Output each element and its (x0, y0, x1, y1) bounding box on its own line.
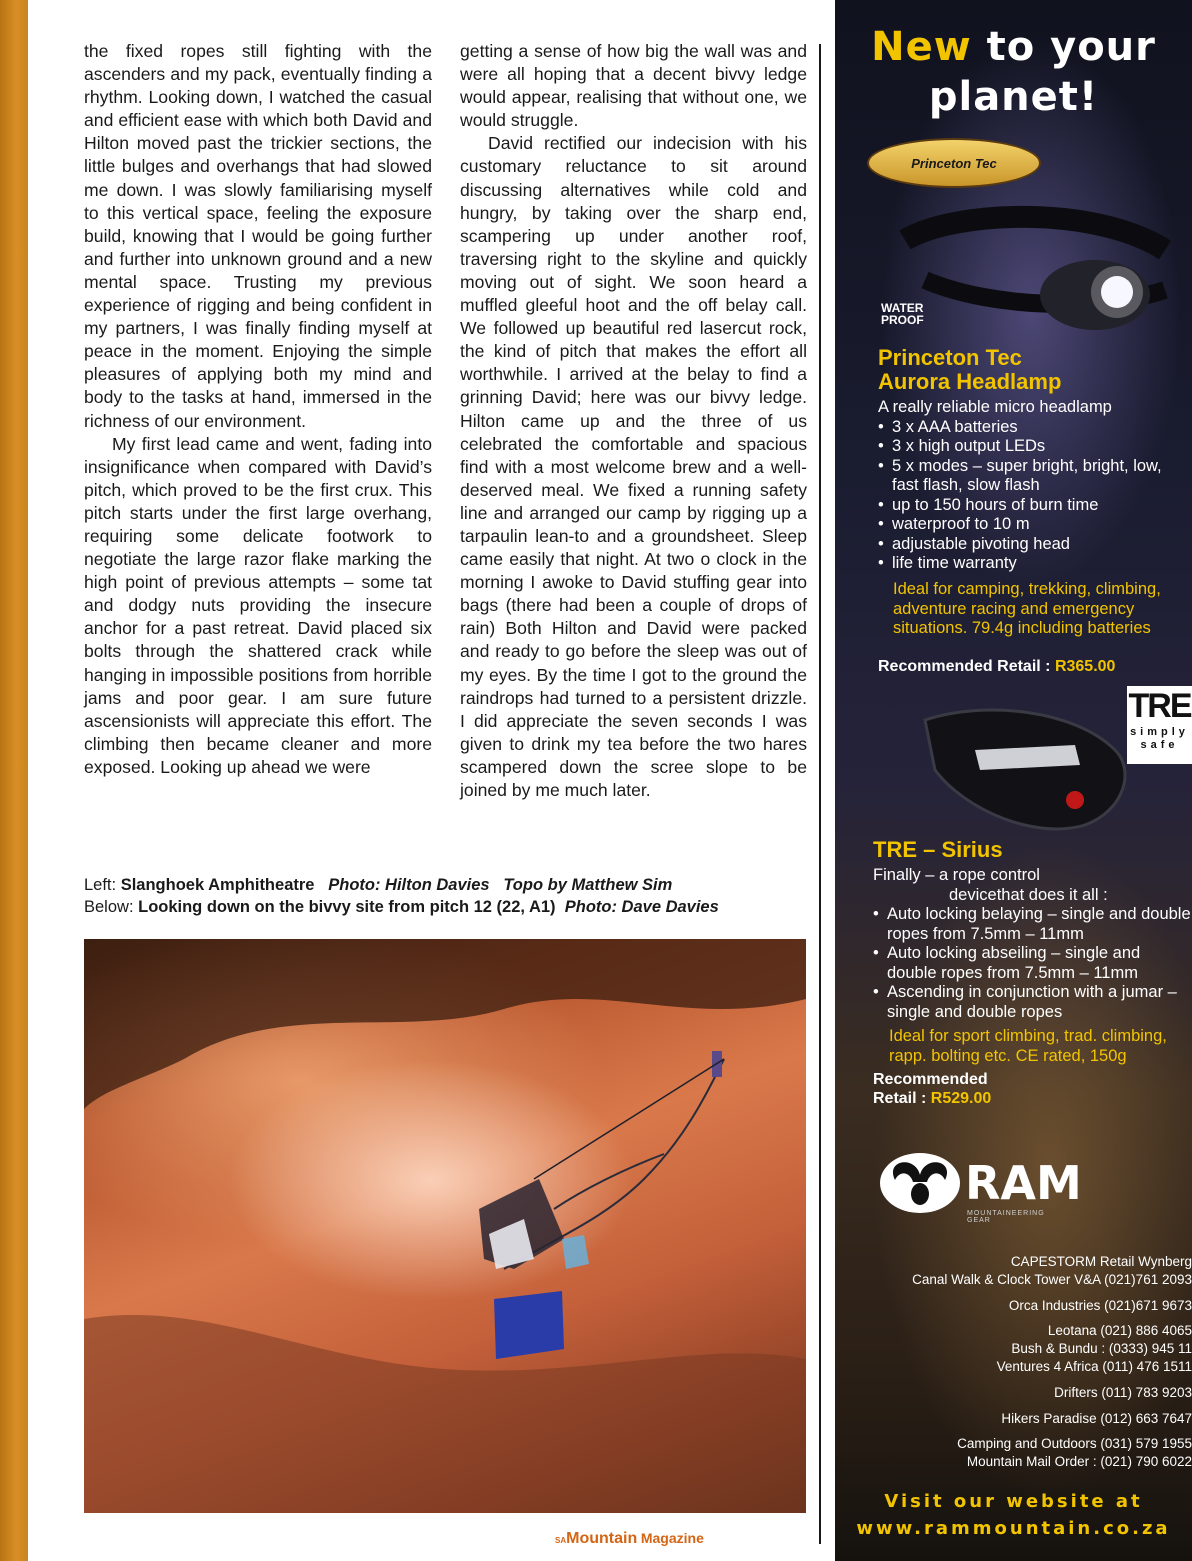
stockist-item: Hikers Paradise (012) 663 7647 (1001, 1410, 1192, 1426)
ram-head-icon (875, 1150, 965, 1216)
product1-ideal-for: Ideal for camping, trekking, climbing, adventure racing and emergency situations. 79.4g including batteries (893, 580, 1161, 637)
feature-item: • Auto locking belaying – single and double ropes from 7.5mm – 11mm (873, 905, 1192, 944)
retail-price: R365.00 (1054, 658, 1116, 675)
feature-item: • 5 x modes – super bright, bright, low, fast flash, slow flash (878, 457, 1192, 496)
ram-logo-text: RAM (965, 1156, 1082, 1210)
page-footer (555, 1530, 704, 1548)
ad-headline-line2: planet! (928, 74, 1099, 120)
ad-headline-rest: to your (971, 24, 1156, 70)
footer-brand-prefix: SA (555, 1536, 567, 1545)
feature-item: • 3 x high output LEDs (878, 437, 1192, 457)
ad-headline-highlight: New (871, 24, 972, 70)
tre-logo-text: TRE (1128, 687, 1191, 725)
waterproof-label: WATER (881, 301, 924, 315)
article-column-1 (84, 40, 432, 779)
product2-description (873, 866, 1192, 1022)
product1-retail (878, 658, 1115, 676)
blue-tarp (494, 1291, 564, 1359)
stockist-item: Ventures 4 Africa (011) 476 1511 (996, 1358, 1192, 1374)
product1-title (878, 346, 1061, 394)
footer-brand: Mountain (566, 1530, 638, 1547)
tre-logo-tagline: safe (1140, 739, 1179, 751)
feature-item: • life time warranty (878, 554, 1192, 574)
stockist-item: Leotana (021) 886 4065 (1047, 1323, 1192, 1339)
caption-subject: Looking down on the bivvy site from pitch 12 (22, A1) (138, 898, 556, 916)
caption-topo-credit: Topo by Matthew Sim (503, 876, 673, 894)
product2-title: TRE – Sirius (873, 837, 1003, 862)
waterproof-label: PROOF (881, 313, 924, 327)
caption-subject: Slanghoek Amphitheatre (120, 876, 315, 894)
product2-ideal-for: Ideal for sport climbing, trad. climbing, rapp. bolting etc. CE rated, 150g (889, 1027, 1167, 1065)
retail-label: Recommended (873, 1071, 988, 1088)
tre-sirius-device-image (905, 690, 1135, 840)
product1-features (878, 418, 1192, 574)
article-column-2 (460, 40, 807, 802)
product2-intro: Finally – a rope control (873, 866, 1040, 884)
caption-prefix: Left: (84, 876, 121, 894)
stockist-item: Orca Industries (021)671 9673 (1008, 1297, 1192, 1313)
feature-item: • Ascending in conjunction with a jumar – single and double ropes (873, 983, 1192, 1022)
product2-features (873, 905, 1192, 1022)
ram-advertisement (835, 0, 1192, 1561)
product1-title-line: Princeton Tec (878, 345, 1022, 370)
page-spine (0, 0, 28, 1561)
stockist-item: Camping and Outdoors (031) 579 1955 (957, 1436, 1192, 1452)
stockist-item: Canal Walk & Clock Tower V&A (021)761 2093 (912, 1271, 1192, 1287)
ram-logo-tagline: MOUNTAINEERING GEAR (967, 1210, 1045, 1224)
waterproof-badge (881, 302, 924, 326)
stockist-list (835, 1253, 1192, 1471)
footer-magazine: Magazine (640, 1530, 704, 1546)
retail-label: Recommended Retail : (878, 658, 1055, 675)
retail-label: Retail : (873, 1090, 931, 1107)
product1-title-line: Aurora Headlamp (878, 369, 1062, 394)
feature-item: • waterproof to 10 m (878, 515, 1192, 535)
article-paragraph: getting a sense of how big the wall was and were all hoping that a decent bivvy ledge would appear, realising that without one, we would struggle. (460, 41, 807, 131)
feature-item: • 3 x AAA batteries (878, 418, 1192, 438)
tre-logo (1127, 686, 1192, 764)
caption-photo-credit: Photo: Hilton Davies (328, 876, 490, 894)
ram-logo (875, 1150, 1082, 1224)
photo-caption (84, 874, 814, 918)
headlamp-image (895, 200, 1185, 340)
stockist-item: Mountain Mail Order : (021) 790 6022 (966, 1454, 1192, 1470)
stockist-item: Drifters (011) 783 9203 (1054, 1384, 1192, 1400)
bivvy-site-photo (84, 939, 806, 1513)
retail-price: R529.00 (930, 1090, 992, 1107)
article-paragraph: David rectified our indecision with his customary reluctance to sit around discussing alternatives while cold and hungry, by taking over the sharp end, scampering up under another roof, traversing right to the skyline and quickly moving out of sight. We soon heard a muffled gleeful hoot and the off belay call. We followed up beautiful red lasercut rock, the kind of pitch that makes the effort all worthwhile. I arrived at the belay to find a grinning David; here was our bivvy ledge. Hilton came up and the three of us celebrated the comfortable and spacious find with a most welcome brew and a well-deserved meal. We fixed a running safety line and arranged our camp by rigging up a tarpaulin lean-to and a groundsheet. Sleep came easily that night. At two o clock in the morning I awoke to David stuffing gear into bags (there had been a couple of drops of rain) Both Hilton and David were packed and ready to go before the sleep was out of my eyes. By the time I got to the ground the raindrops had turned to a persistent drizzle. I did appreciate the seven seconds I was given to drink my tea before the two hares scampered down the scree slope to be joined by me much later. (460, 133, 807, 800)
bivvy-scene-illustration (84, 939, 806, 1513)
ad-website-callout (835, 1488, 1192, 1542)
column-divider (819, 44, 821, 1544)
stockist-item: CAPESTORM Retail Wynberg (1010, 1254, 1192, 1269)
ad-headline (835, 22, 1192, 122)
caption-line-left (84, 874, 814, 896)
product1-description (878, 398, 1192, 574)
product2-retail (873, 1070, 991, 1108)
product2-intro: devicethat does it all : (949, 885, 1108, 904)
princeton-tec-logo-text: Princeton Tec (911, 155, 997, 171)
website-url[interactable]: www.rammountain.co.za (856, 1518, 1171, 1539)
product1-intro: A really reliable micro headlamp (878, 398, 1112, 416)
feature-item: • Auto locking abseiling – single and double ropes from 7.5mm – 11mm (873, 944, 1192, 983)
caption-prefix: Below: (84, 898, 139, 916)
feature-item: • adjustable pivoting head (878, 535, 1192, 555)
caption-line-below (84, 896, 814, 918)
tre-logo-tagline: simply (1130, 726, 1189, 738)
visit-text: Visit our website at (884, 1491, 1143, 1512)
article-paragraph: the fixed ropes still fighting with the ascenders and my pack, eventually finding a rhythm. Looking down, I watched the casual and efficient ease with which both David and Hilton moved past the trickier sections, the little bulges and overhangs that had slowed me down. I was slowly familiarising myself to this vertical space, feeling the exposure build, knowing that I would be going further and further into unknown ground and a new mental space. Trusting my previous experience of rigging and being confident in my partners, I was finally finding myself at peace in the moment. Enjoying the simple pleasures of applying both my mind and body to the tasks at hand, immersed in the richness of our environment. (84, 41, 432, 431)
stockist-item: Bush & Bundu : (0333) 945 11 (1011, 1341, 1192, 1357)
princeton-tec-logo (867, 138, 1041, 188)
article-paragraph: My first lead came and went, fading into insignificance when compared with David’s pitch, which proved to be the first crux. This pitch starts under the first large overhang, requiring some delicate footwork to negotiate the large razor flake marking the high point of previous attempts – some tat and dodgy nuts providing the insecure anchor for a past retreat. David placed six bolts through the shattered crack while hanging in impossible positions from horrible jams and poor gear. I am sure future ascensionists will appreciate this effort. The climbing then became cleaner and more exposed. Looking up ahead we were (84, 433, 432, 777)
caption-photo-credit: Photo: Dave Davies (564, 898, 719, 916)
feature-item: • up to 150 hours of burn time (878, 496, 1192, 516)
